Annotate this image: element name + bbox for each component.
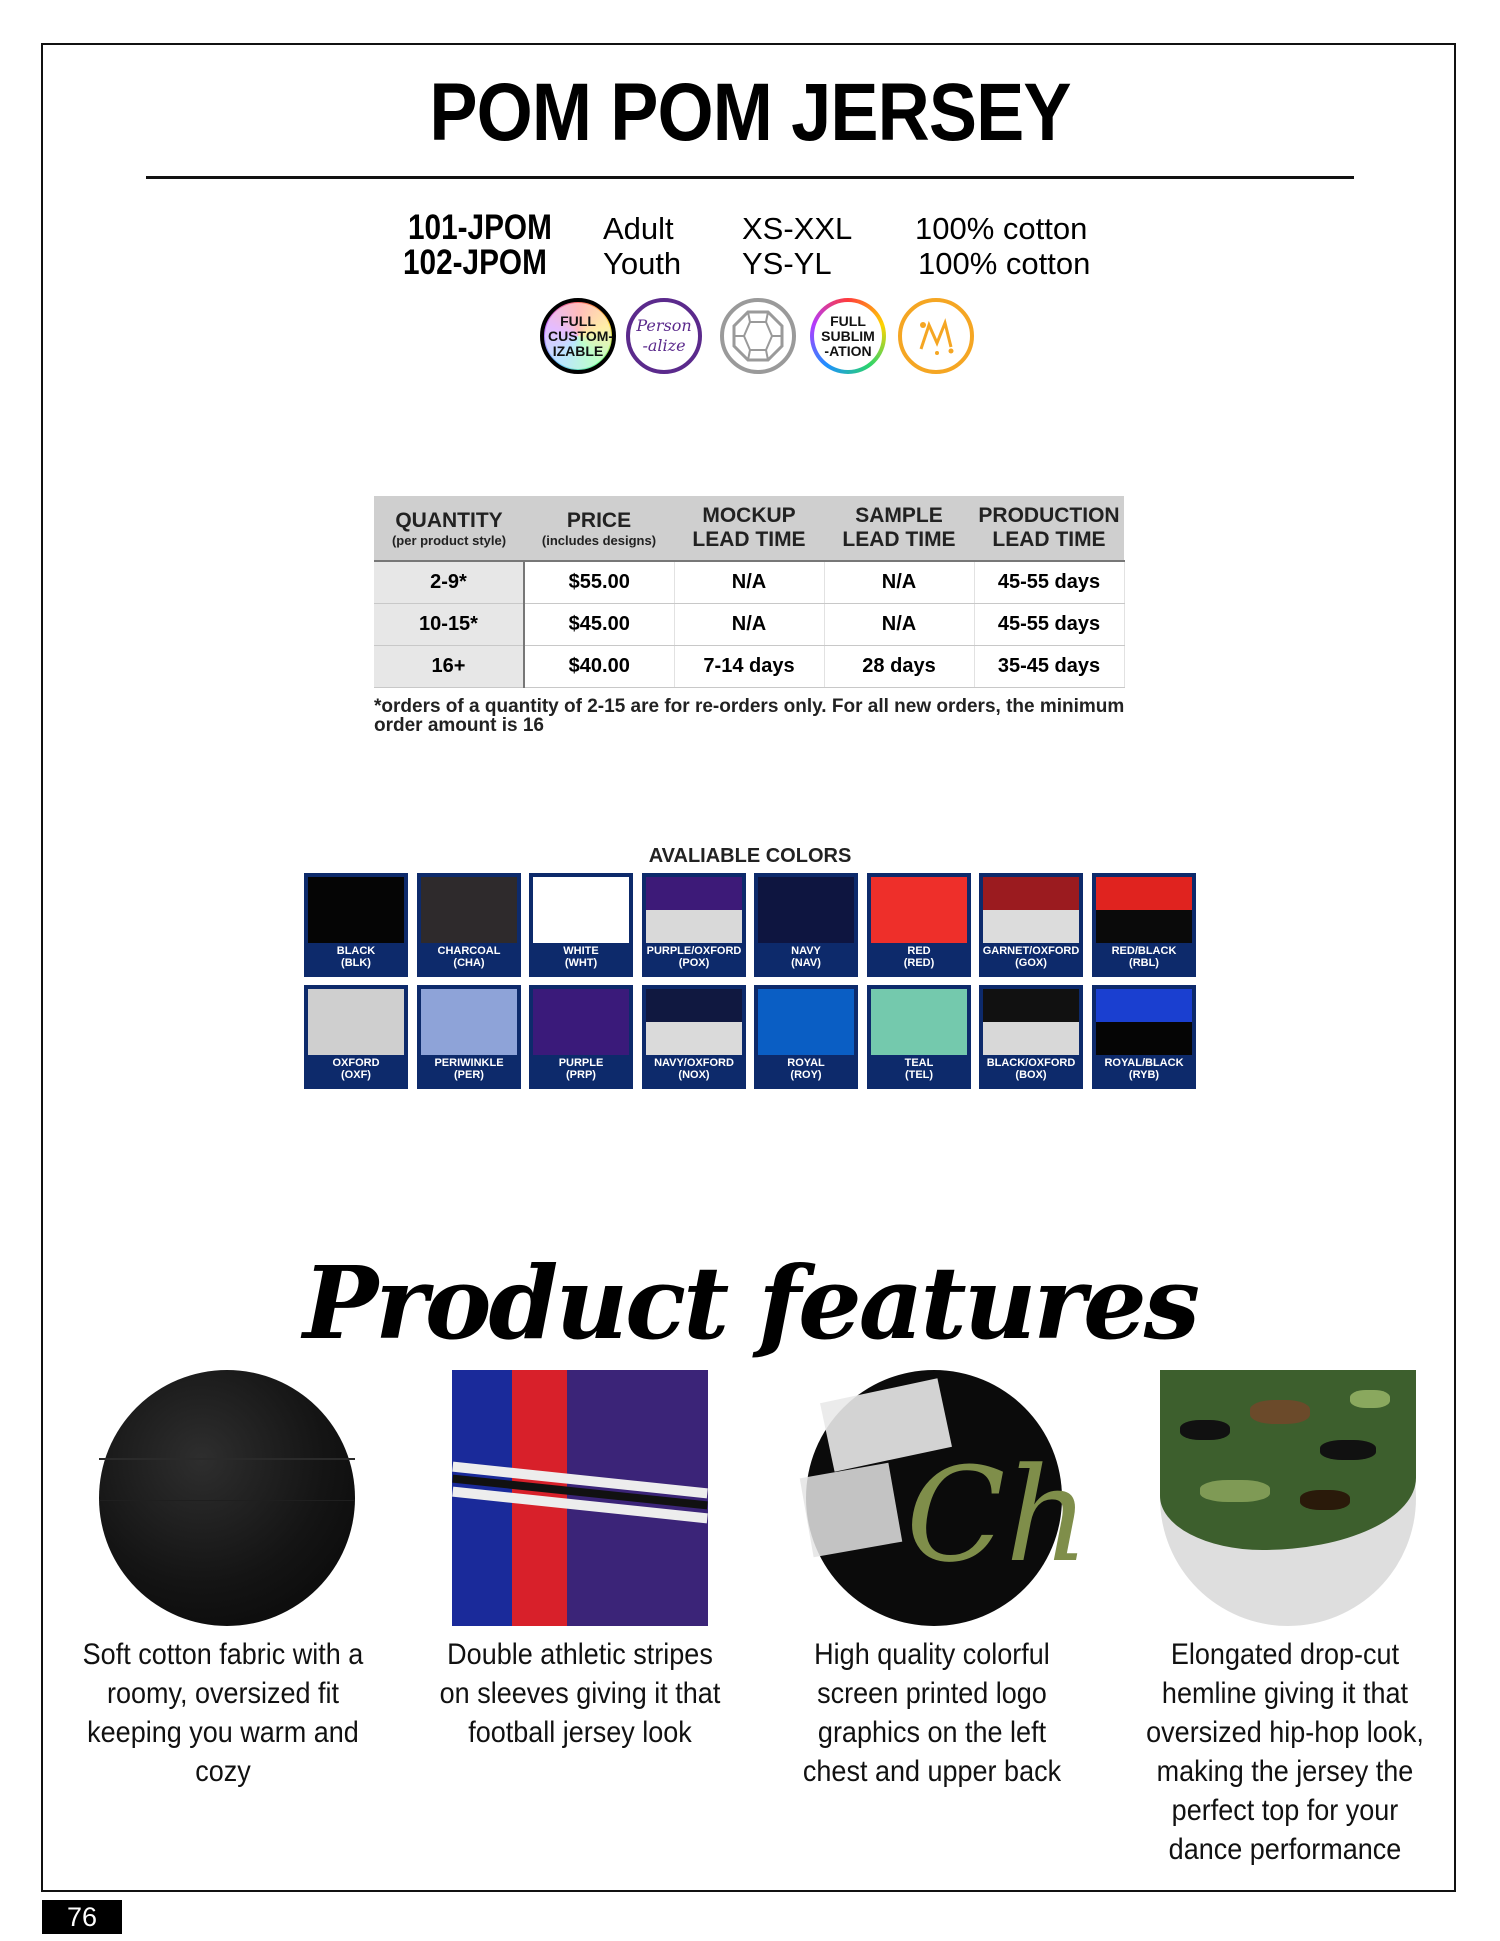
swatch-color (1096, 989, 1192, 1055)
color-swatch (304, 985, 408, 1089)
swatch-label (869, 945, 969, 969)
table-row (374, 646, 1124, 688)
camo-hemline-image (1160, 1370, 1416, 1626)
table-cell: N/A (824, 604, 974, 646)
swatch-label (1094, 1057, 1194, 1081)
table-row (374, 604, 1124, 646)
swatch-label (756, 1057, 856, 1081)
screen-printed-logo-image (806, 1370, 1090, 1626)
swatch-name: NAVY (791, 945, 821, 957)
column-header: QUANTITY (per product style) (374, 496, 524, 561)
swatch-code: (POX) (678, 957, 710, 969)
table-cell: $40.00 (524, 646, 674, 688)
personalize-icon (626, 298, 702, 374)
swatch-name: BLACK/OXFORD (986, 1057, 1076, 1069)
column-header: SAMPLE LEAD TIME (824, 496, 974, 561)
athletic-stripes-sleeves-image (452, 1370, 708, 1626)
color-swatch (304, 873, 408, 977)
table-cell: 45-55 days (974, 561, 1124, 604)
table-row (374, 561, 1124, 604)
feature-text: Elongated drop-cut hemline giving it that oversized hip-hop look, making the jersey the perfect top for your dance performance (1146, 1638, 1424, 1866)
color-swatch (867, 985, 971, 1089)
swatch-code: (NOX) (678, 1069, 710, 1081)
swatch-color (1096, 877, 1192, 943)
swatch-code: (RBL) (1129, 957, 1159, 969)
swatch-color (308, 877, 404, 943)
swatch-code: (NAV) (791, 957, 821, 969)
swatch-code: (CHA) (453, 957, 485, 969)
color-swatch (642, 873, 746, 977)
size-group: Adult (603, 211, 674, 246)
swatch-color (421, 989, 517, 1055)
swatch-color (871, 989, 967, 1055)
size-range: XS-XXL (742, 211, 853, 246)
table-cell: N/A (674, 561, 824, 604)
swatch-label (306, 945, 406, 969)
swatch-name: ROYAL/BLACK (1104, 1057, 1184, 1069)
swatch-name: PURPLE (558, 1057, 604, 1069)
swatch-label (419, 1057, 519, 1081)
swatch-name: BLACK (336, 945, 376, 957)
swatch-color (533, 989, 629, 1055)
table-cell: 7-14 days (674, 646, 824, 688)
swatch-color (308, 989, 404, 1055)
badge-label: FULL CUSTOM- IZABLE (548, 312, 614, 359)
size-group: Youth (603, 246, 682, 281)
table-cell: 35-45 days (974, 646, 1124, 688)
color-swatch (867, 873, 971, 977)
swatch-code: (TEL) (904, 1069, 934, 1081)
column-header: PRODUCTION LEAD TIME (974, 496, 1124, 561)
table-cell: $55.00 (524, 561, 674, 604)
swatch-label (531, 945, 631, 969)
color-swatch (1092, 985, 1196, 1089)
swatch-color (646, 877, 742, 943)
order-note: *orders of a quantity of 2-15 are for re-orders only. For all new orders, the minimum order amount is 16 (374, 696, 1125, 736)
features-title: Product features (302, 1244, 1198, 1362)
swatch-label (419, 945, 519, 969)
swatch-name: ROYAL (787, 1057, 825, 1069)
table-cell: 10-15* (374, 604, 524, 646)
swatch-label (981, 945, 1081, 969)
swatch-color (758, 989, 854, 1055)
material: 100% cotton (918, 246, 1091, 281)
title-divider (146, 176, 1354, 179)
color-swatch (529, 873, 633, 977)
swatch-code: (GOX) (1015, 957, 1047, 969)
color-swatch (754, 873, 858, 977)
swatch-label (644, 1057, 744, 1081)
swatch-name: CHARCOAL (437, 945, 501, 957)
swatch-code: (PER) (454, 1069, 484, 1081)
table-cell: N/A (674, 604, 824, 646)
swatch-code: (OXF) (341, 1069, 371, 1081)
script-logo: Ch (906, 1439, 1090, 1591)
swatch-code: (BOX) (1015, 1069, 1047, 1081)
color-swatch (979, 873, 1083, 977)
color-swatch (417, 873, 521, 977)
swatch-name: WHITE (563, 945, 599, 957)
table-cell: 28 days (824, 646, 974, 688)
swatch-code: (PRP) (566, 1069, 596, 1081)
table-cell: 45-55 days (974, 604, 1124, 646)
table-cell: 16+ (374, 646, 524, 688)
color-swatch (979, 985, 1083, 1089)
black-cotton-fabric-image (99, 1370, 355, 1626)
swatch-name: RED/BLACK (1111, 945, 1177, 957)
pricing-table (374, 496, 1125, 688)
badge-label: Person -alize (636, 316, 692, 355)
column-header: PRICE (includes designs) (524, 496, 674, 561)
color-swatch (1092, 873, 1196, 977)
swatch-code: (WHT) (564, 957, 598, 969)
swatch-code: (RED) (903, 957, 935, 969)
gold-embellishment-icon (898, 298, 974, 374)
feature-text: High quality colorful screen printed logo graphics on the left chest and upper back (802, 1638, 1062, 1788)
swatch-color (871, 877, 967, 943)
swatch-name: GARNET/OXFORD (982, 945, 1080, 957)
size-range: YS-YL (742, 246, 832, 281)
swatch-label (1094, 945, 1194, 969)
page-number: 76 (42, 1900, 122, 1934)
product-code: 101-JPOM (408, 208, 552, 247)
swatch-code: (BLK) (341, 957, 371, 969)
table-cell: $45.00 (524, 604, 674, 646)
swatch-name: OXFORD (332, 1057, 380, 1069)
table-header-row (374, 496, 1124, 561)
swatch-name: TEAL (904, 1057, 934, 1069)
table-cell: N/A (824, 561, 974, 604)
table-cell: 2-9* (374, 561, 524, 604)
swatch-color (983, 877, 1079, 943)
color-swatch (417, 985, 521, 1089)
swatch-color (421, 877, 517, 943)
swatch-name: NAVY/OXFORD (654, 1057, 734, 1069)
swatch-label (981, 1057, 1081, 1081)
material: 100% cotton (915, 211, 1088, 246)
swatch-code: (RYB) (1128, 1069, 1160, 1081)
swatch-label (756, 945, 856, 969)
swatch-color (983, 989, 1079, 1055)
page-title: POM POM JERSEY (429, 67, 1071, 158)
color-swatch (642, 985, 746, 1089)
swatch-color (758, 877, 854, 943)
feature-text: Double athletic stripes on sleeves giving it that football jersey look (439, 1638, 721, 1749)
swatch-color (646, 989, 742, 1055)
swatch-label (644, 945, 744, 969)
feature-text: Soft cotton fabric with a roomy, oversized fit keeping you warm and cozy (82, 1638, 364, 1788)
rhinestone-icon (720, 298, 796, 374)
color-swatch (754, 985, 858, 1089)
swatch-color (533, 877, 629, 943)
swatch-label (869, 1057, 969, 1081)
colors-title: AVALIABLE COLORS (648, 845, 852, 867)
full-sublimation-icon (810, 298, 886, 374)
product-code: 102-JPOM (403, 243, 547, 282)
swatch-name: PURPLE/OXFORD (646, 945, 742, 957)
column-header: MOCKUP LEAD TIME (674, 496, 824, 561)
color-swatch (529, 985, 633, 1089)
swatch-name: RED (907, 945, 931, 957)
swatch-label (531, 1057, 631, 1081)
swatch-code: (ROY) (790, 1069, 822, 1081)
swatch-name: PERIWINKLE (434, 1057, 504, 1069)
badge-label: FULL SUBLIM -ATION (821, 312, 875, 359)
full-customizable-icon (540, 298, 616, 374)
swatch-label (306, 1057, 406, 1081)
